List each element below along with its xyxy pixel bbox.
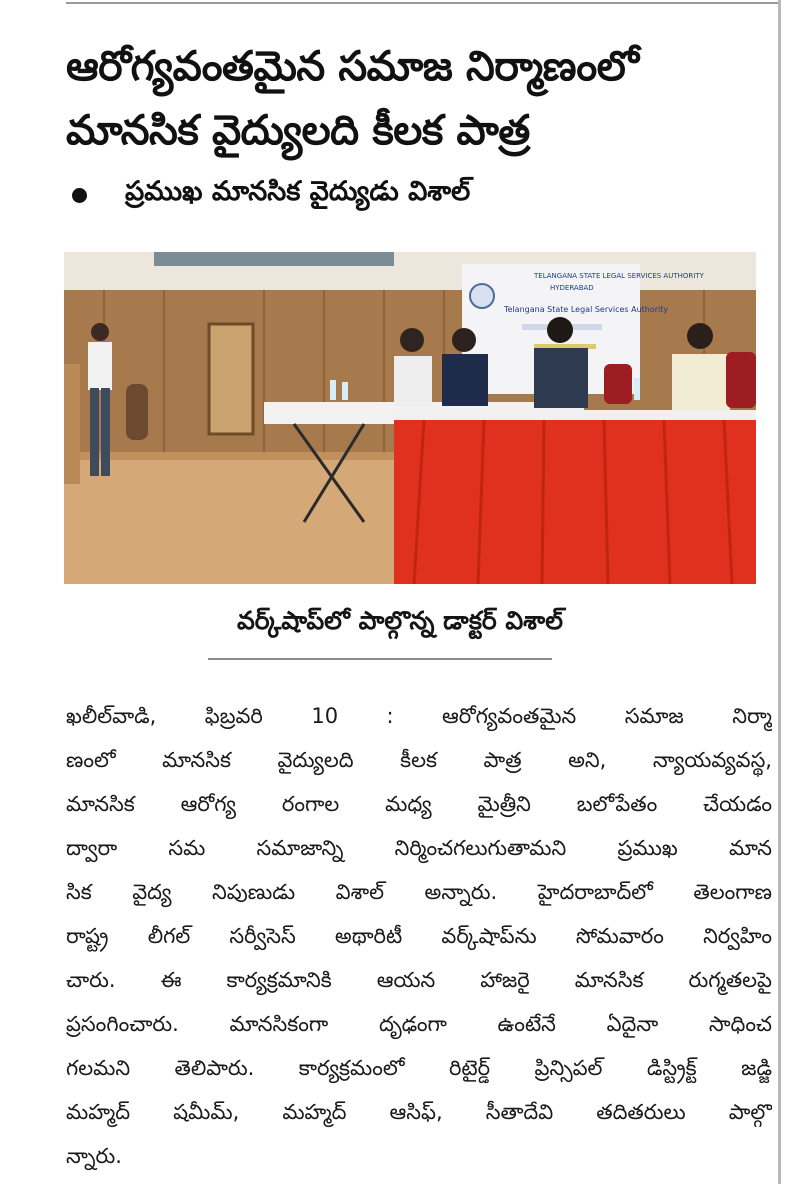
workshop-photo-illustration — [64, 252, 756, 584]
subheading-text: ప్రముఖ మానసిక వైద్యుడు విశాల్ — [125, 176, 471, 207]
news-photo — [64, 252, 756, 584]
article-body — [66, 694, 772, 1178]
article-line: ఖలీల్‌వాడి, ఫిబ్రవరి 10 : ఆరోగ్యవంతమైన సమాజ నిర్మా — [66, 704, 772, 728]
subheading — [72, 176, 762, 214]
headline — [66, 34, 766, 162]
bullet-icon — [72, 188, 87, 203]
article-line: ప్రసంగించారు. మానసికంగా దృఢంగా ఉంటేనే ఏదైనా సాధించ — [66, 1012, 772, 1036]
banner-text-3: Telangana State Legal Services Authority — [504, 305, 669, 314]
photo-caption: వర్క్‌షాప్‌లో పాల్గొన్న డాక్టర్ విశాల్ — [237, 606, 563, 635]
banner-text-2: HYDERABAD — [550, 284, 594, 292]
article-line: ణంలో మానసిక వైద్యులది కీలక పాత్ర అని, న్యాయవ్యవస్థ, — [66, 748, 772, 772]
article-line: సిక వైద్య నిపుణుడు విశాల్ అన్నారు. హైదరాబాద్‌లో తెలంగాణ — [66, 880, 772, 904]
article-line: మానసిక ఆరోగ్య రంగాల మధ్య మైత్రీని బలోపేతం చేయడం — [66, 792, 772, 816]
headline-line-1: ఆరోగ్యవంతమైన సమాజ నిర్మాణంలో — [66, 42, 639, 90]
article-line: న్నారు. — [66, 1144, 122, 1168]
top-rule — [66, 2, 778, 4]
article-line: మహ్మద్ షమీమ్, మహ్మద్ ఆసిఫ్, సీతాదేవి తదితరులు పాల్గొ — [66, 1100, 772, 1124]
article-line: చారు. ఈ కార్యక్రమానికి ఆయన హాజరై మానసిక రుగ్మతలపై — [66, 968, 772, 992]
banner-text-1: TELANGANA STATE LEGAL SERVICES AUTHORITY — [534, 272, 704, 280]
caption-rule — [208, 658, 552, 660]
article-line: గలమని తెలిపారు. కార్యక్రమంలో రిటైర్డ్ ప్రిన్సిపల్ డిస్ట్రిక్ట్ జడ్జి — [66, 1056, 772, 1080]
headline-line-2: మానసిక వైద్యులది కీలక పాత్ర — [66, 106, 530, 154]
column-rule — [778, 0, 781, 1184]
article-line: రాష్ట్ర లీగల్ సర్వీసెస్ అథారిటీ వర్క్‌షాప్‌ను సోమవారం నిర్వహిం — [66, 924, 772, 948]
article-line: ద్వారా సమ సమాజాన్ని నిర్మించగలుగుతామని ప్రముఖ మాన — [66, 836, 772, 860]
